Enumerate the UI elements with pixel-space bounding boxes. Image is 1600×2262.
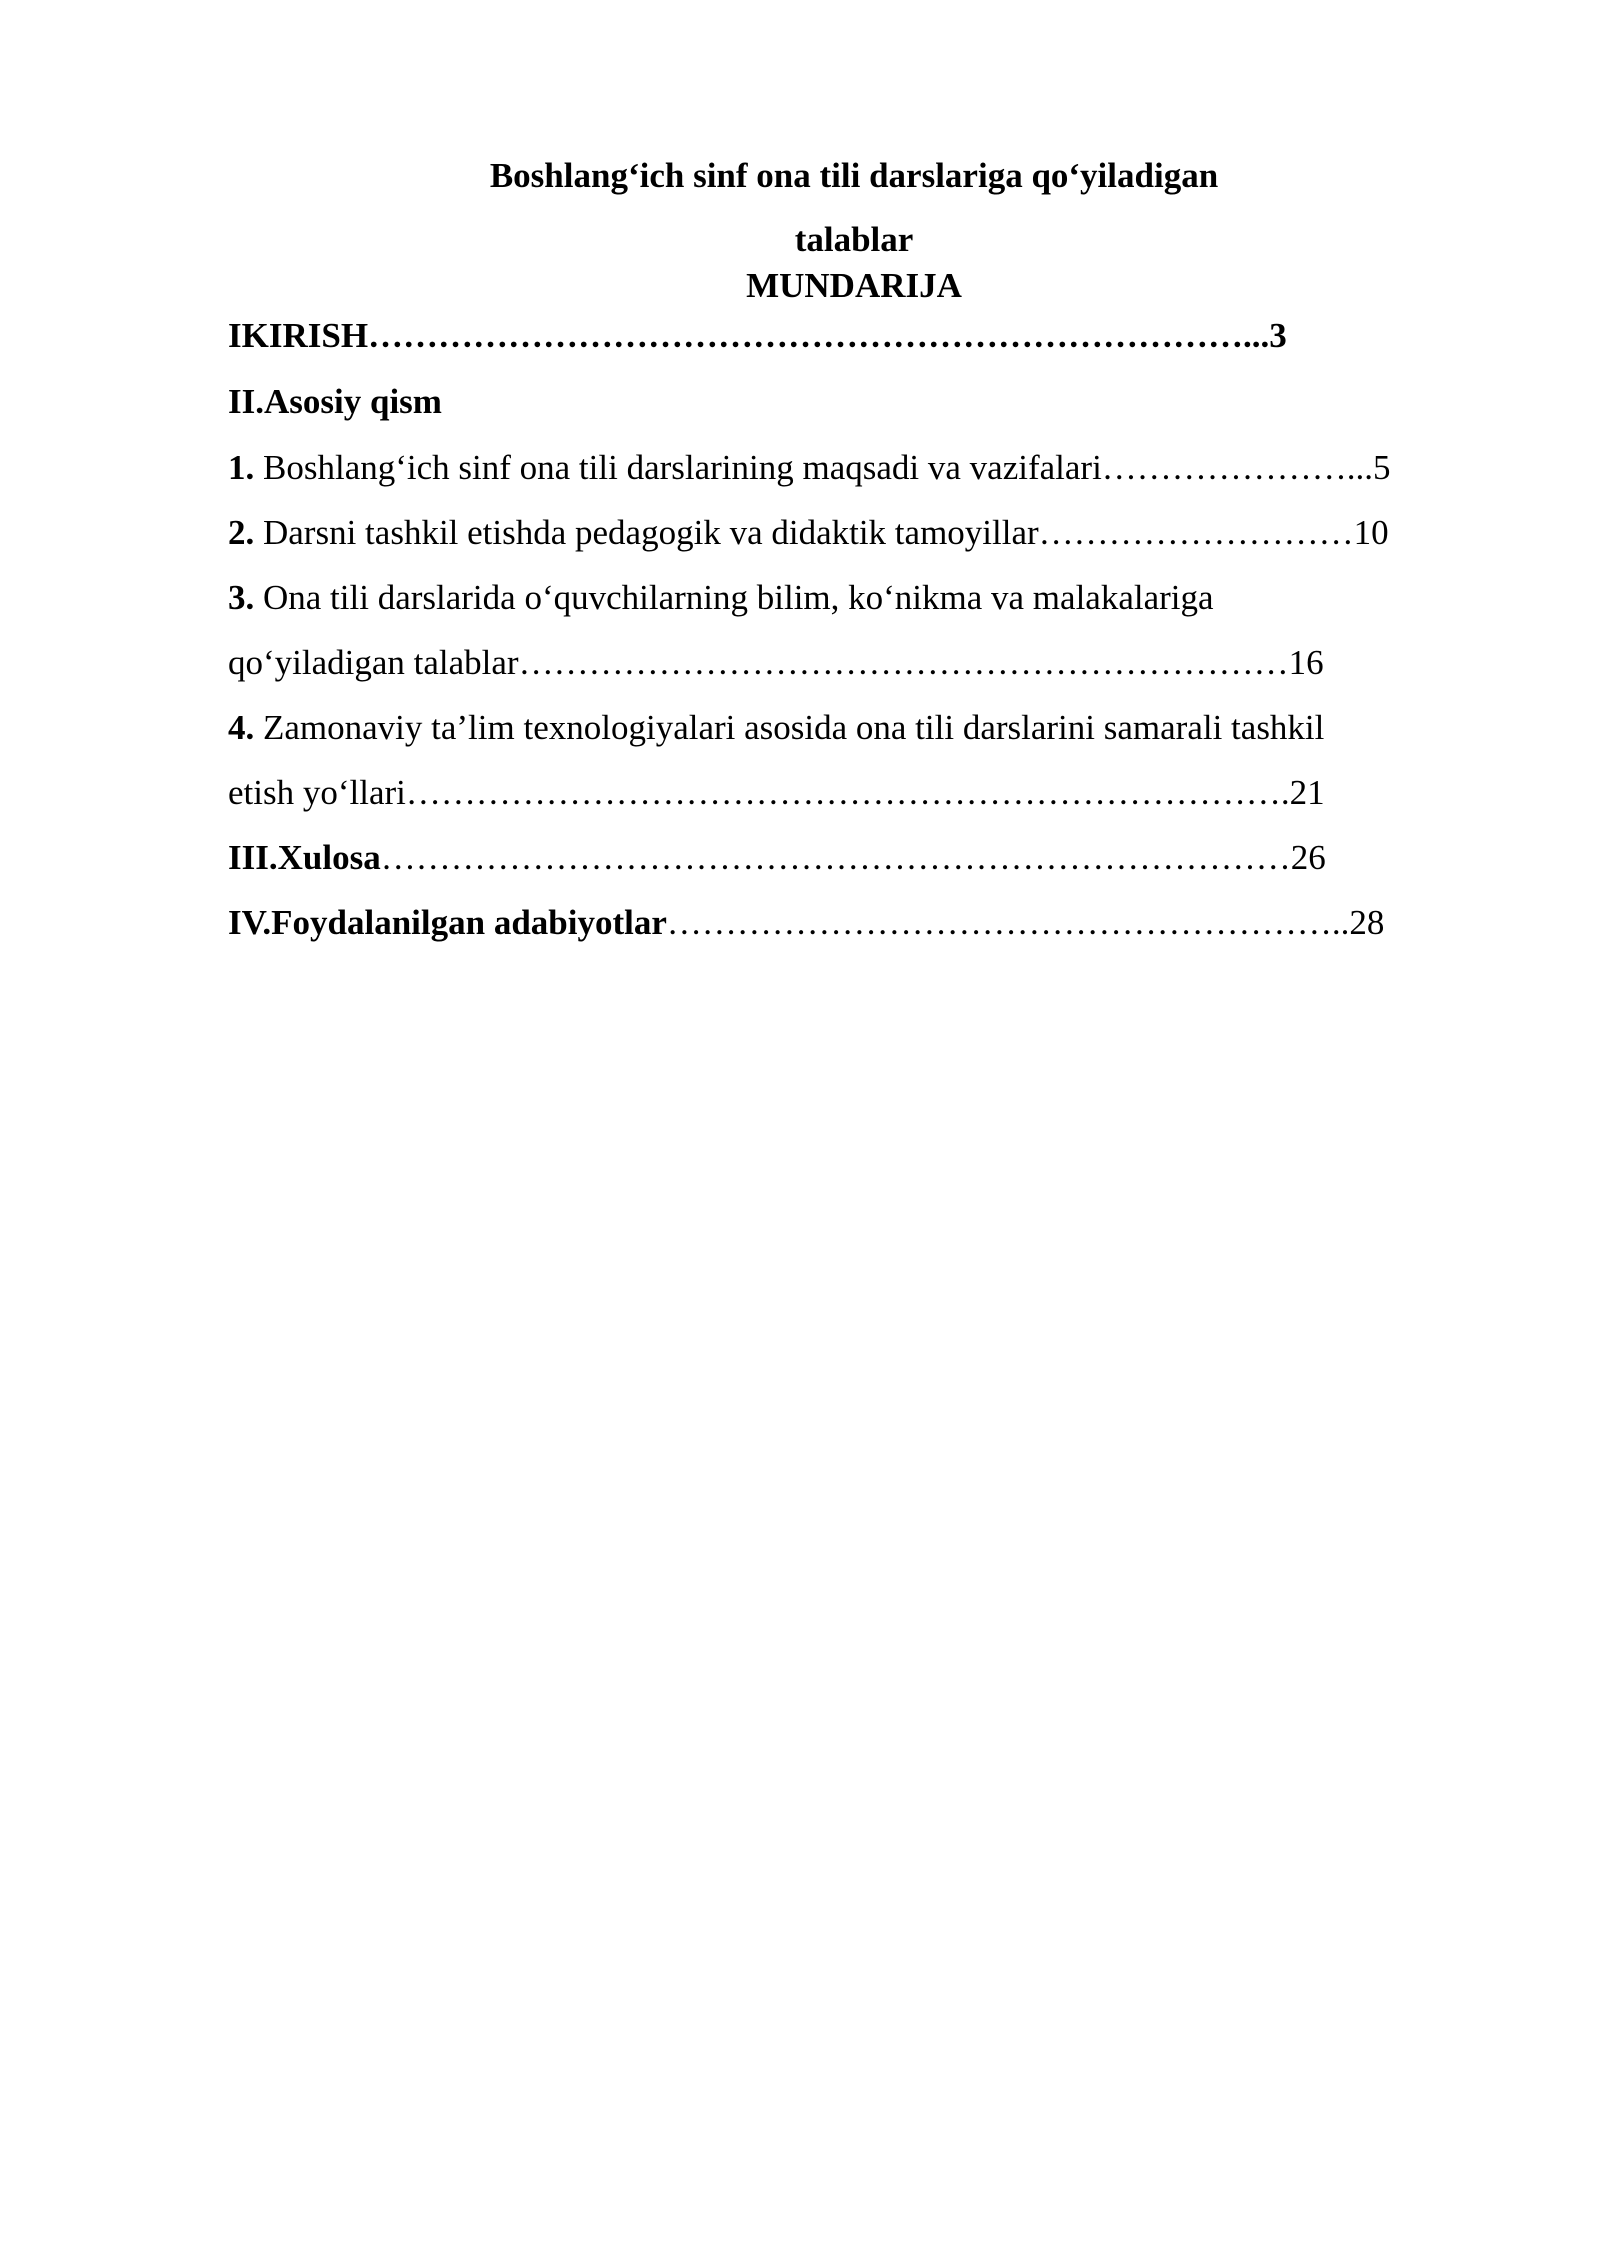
toc-entry-3 bbox=[228, 578, 1488, 618]
toc-entry-4-continued: etish yo‘llari………………………………………………………………….21 bbox=[228, 773, 1325, 812]
toc-entry-conclusion bbox=[228, 838, 1488, 878]
toc-entry-1 bbox=[228, 448, 1488, 488]
toc-entry-3-continued: qo‘yiladigan talablar…………………………………………………………16 bbox=[228, 643, 1324, 682]
document-title-line-2: talablar bbox=[794, 220, 914, 259]
document-title-line-1: Boshlang‘ich sinf ona tili darslariga qo‘yiladigan bbox=[489, 156, 1219, 195]
toc-heading: MUNDARIJA bbox=[746, 266, 962, 305]
toc-entry-3-text-line-1: Ona tili darslarida o‘quvchilarning bilim, ko‘nikma va malakalariga bbox=[254, 578, 1214, 617]
toc-entry-conclusion-label: III.Xulosa bbox=[228, 838, 381, 877]
toc-entry-intro: IKIRISH…………………………………………………………………...3 bbox=[228, 316, 1287, 355]
toc-entry-4-text-line-1: Zamonaviy ta’lim texnologiyalari asosida ona tili darslarini samarali tashkil bbox=[254, 708, 1325, 747]
toc-entry-references bbox=[228, 903, 1488, 943]
toc-entry-1-number: 1. bbox=[228, 448, 255, 487]
toc-entry-references-leader: …………………………………………………..28 bbox=[666, 903, 1385, 942]
toc-entry-3-number: 3. bbox=[228, 578, 255, 617]
toc-entry-main-part: II.Asosiy qism bbox=[228, 382, 442, 421]
toc-entry-2-number: 2. bbox=[228, 513, 255, 552]
toc-entry-4 bbox=[228, 708, 1488, 748]
toc-entry-1-text: Boshlang‘ich sinf ona tili darslarining maqsadi va vazifalari…………………...5 bbox=[254, 448, 1391, 487]
toc-entry-4-number: 4. bbox=[228, 708, 255, 747]
toc-entry-2 bbox=[228, 513, 1488, 553]
toc-entry-conclusion-leader: ……………………………………………………………………26 bbox=[380, 838, 1326, 877]
toc-entry-references-label: IV.Foydalanilgan adabiyotlar bbox=[228, 903, 667, 942]
toc-entry-2-text: Darsni tashkil etishda pedagogik va didaktik tamoyillar………………………10 bbox=[254, 513, 1389, 552]
